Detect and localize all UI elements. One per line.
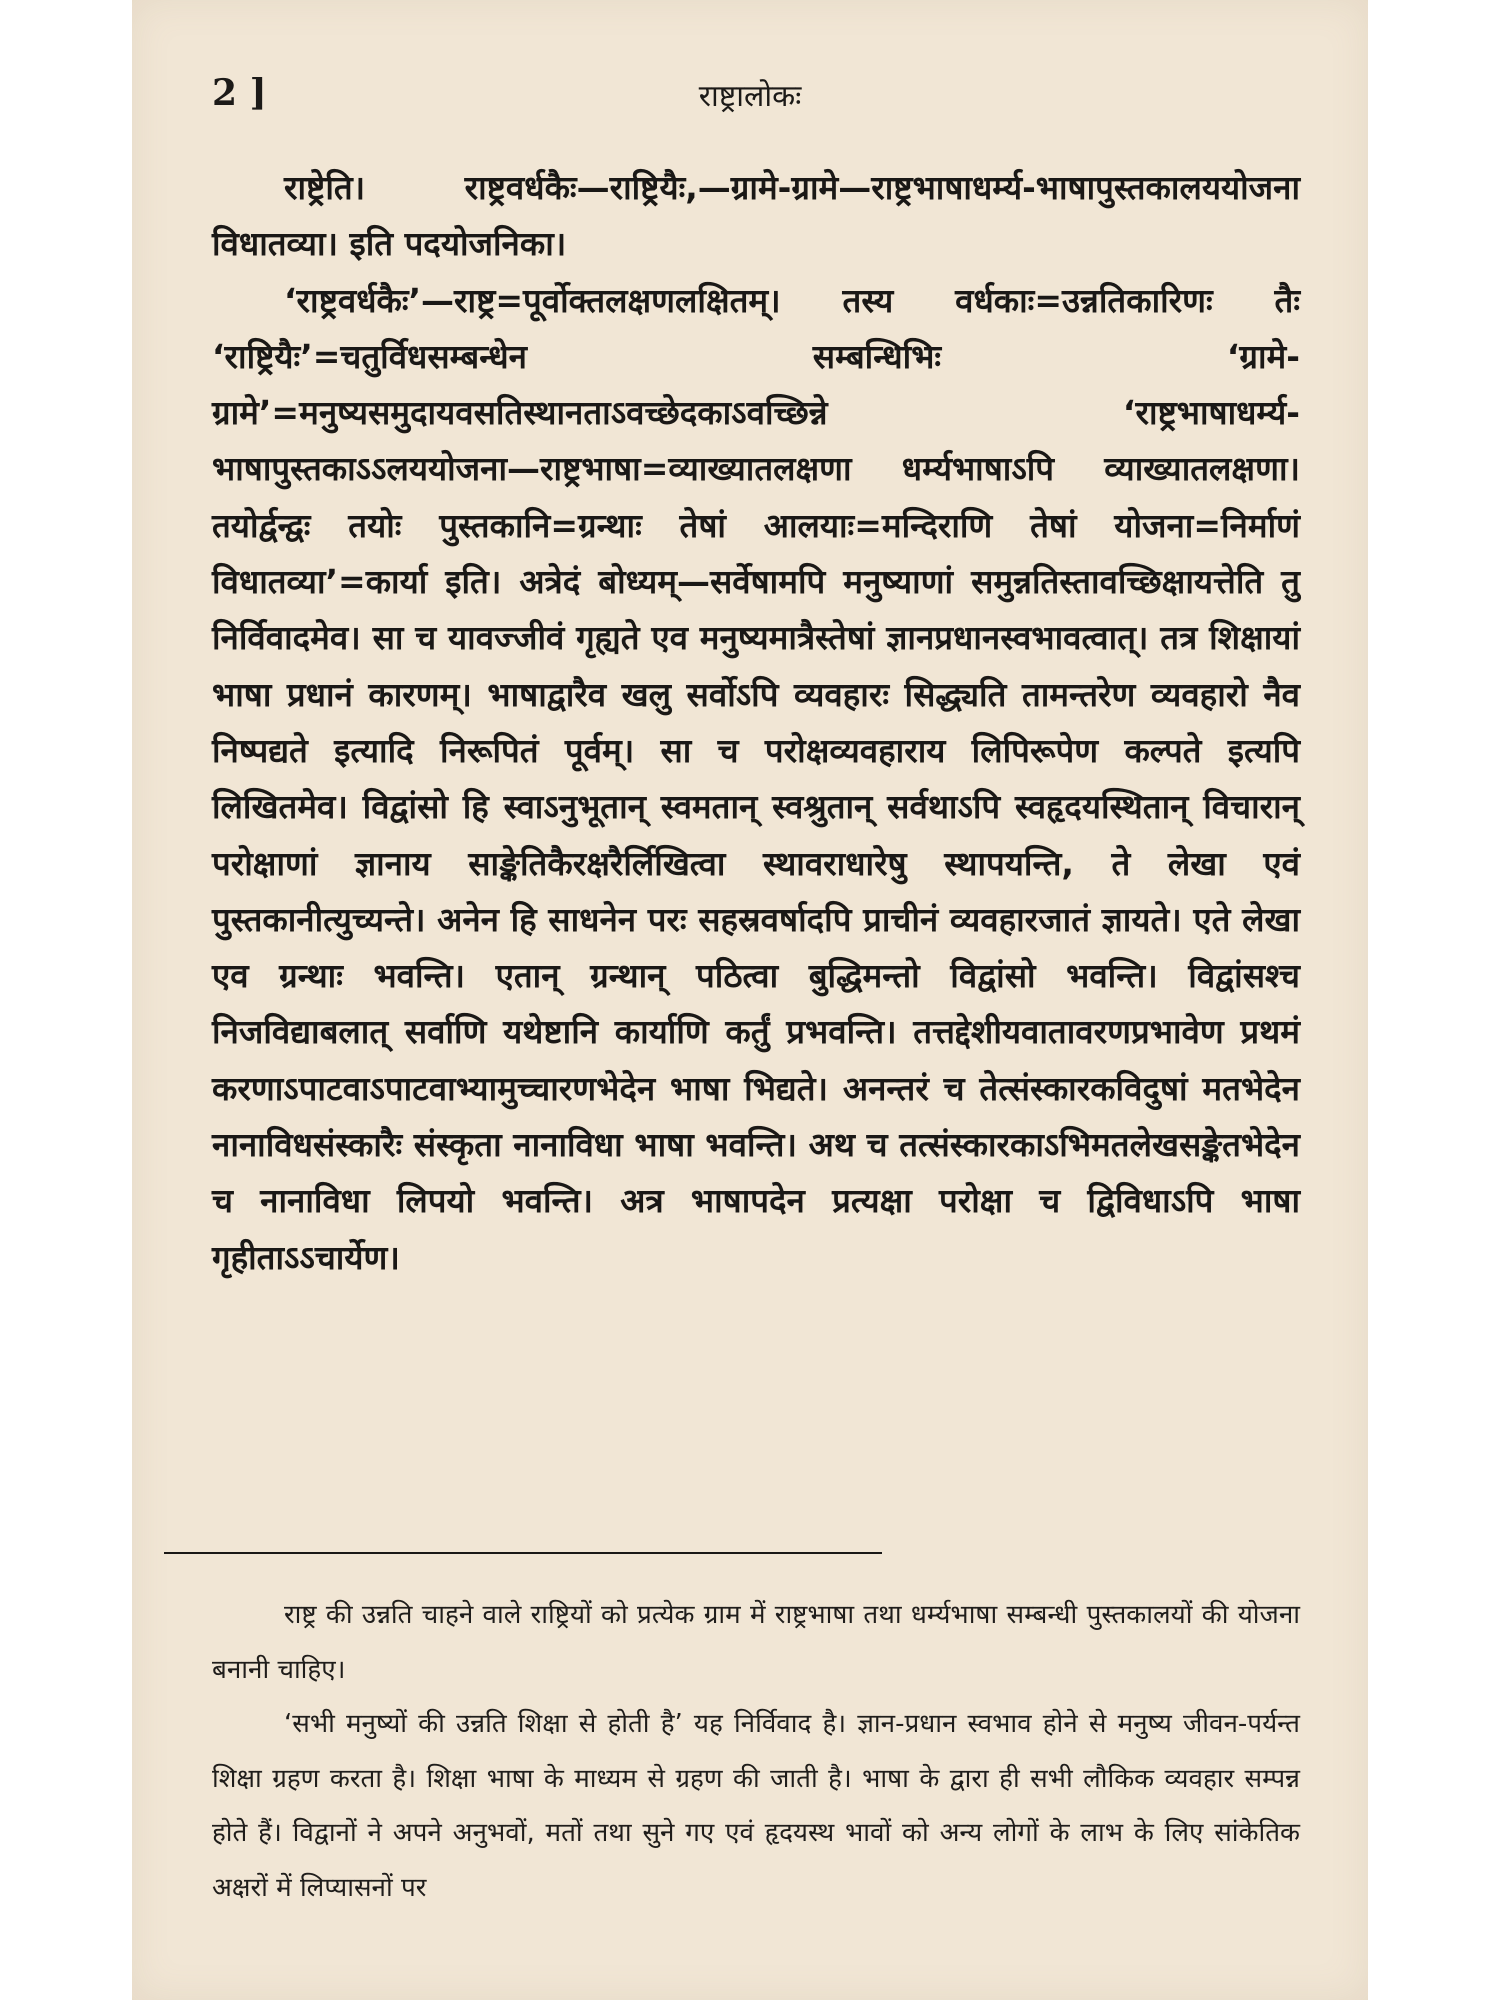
running-title: राष्ट्रालोकः [698,79,802,114]
commentary-paragraph-2: ‘राष्ट्रवर्धकैः’—राष्ट्र=पूर्वोक्तलक्षणलक्षितम्। तस्य वर्धकाः=उन्नतिकारिणः तैः ‘राष्ट्रियैः’=चतुर्विधसम्बन्धेन सम्बन्धिभिः ‘ग्रामे-ग्रामे’=मनुष्यसमुदायवसतिस्थानताऽवच्छेदकाऽवच्छिन्ने ‘राष्ट्रभाषाधर्म्य-भाषापुस्तकाऽऽलययोजना—राष्ट्रभाषा=व्याख्यातलक्षणा धर्म्यभाषाऽपि व्याख्यातलक्षणा। तयोर्द्वन्द्वः तयोः पुस्तकानि=ग्रन्थाः तेषां आलयाः=मन्दिराणि तेषां योजना=निर्माणं विधातव्या’=कार्या इति। अत्रेदं बोध्यम्—सर्वेषामपि मनुष्याणां समुन्नतिस्तावच्छिक्षायत्तेति तु निर्विवादमेव। सा च यावज्जीवं गृह्यते एव मनुष्यमात्रैस्तेषां ज्ञानप्रधानस्वभावत्वात्। तत्र शिक्षायां भाषा प्रधानं कारणम्। भाषाद्वारैव खलु सर्वोऽपि व्यवहारः सिद्ध्यति तामन्तरेण व्यवहारो नैव निष्पद्यते इत्यादि निरूपितं पूर्वम्। सा च परोक्षव्यवहाराय लिपिरूपेण कल्पते इत्यपि लिखितमेव। विद्वांसो हि स्वाऽनुभूतान् स्वमतान् स्वश्रुतान् सर्वथाऽपि स्वहृदयस्थितान् विचारान् परोक्षाणां ज्ञानाय साङ्केतिकैरक्षरैर्लिखित्वा स्थावराधारेषु स्थापयन्ति, ते लेखा एवं पुस्तकानीत्युच्यन्ते। अनेन हि साधनेन परः सहस्रवर्षादपि प्राचीनं व्यवहारजातं ज्ञायते। एते लेखा एव ग्रन्थाः भवन्ति। एतान् ग्रन्थान् पठित्वा बुद्धिमन्तो विद्वांसो भवन्ति। विद्वांसश्च निजविद्याबलात् सर्वाणि यथेष्टानि कार्याणि कर्तुं प्रभवन्ति। तत्तद्देशीयवातावरणप्रभावेण प्रथमं करणाऽपाटवाऽपाटवाभ्यामुच्चारणभेदेन भाषा भिद्यते। अनन्तरं च तेत्संस्कारकविदुषां मतभेदेन नानाविधसंस्कारैः संस्कृता नानाविधा भाषा भवन्ति। अथ च तत्संस्कारकाऽभिमतलेखसङ्केतभेदेन च नानाविधा लिपयो भवन्ति। अत्र भाषापदेन प्रत्यक्षा परोक्षा च द्विविधाऽपि भाषा गृहीताऽऽचार्येण। [212,280,1300,1277]
footnote-divider [164,1552,882,1554]
translation-paragraph-2: ‘सभी मनुष्यों की उन्नति शिक्षा से होती है’ यह निर्विवाद है। ज्ञान-प्रधान स्वभाव होने से मनुष्य जीवन-पर्यन्त शिक्षा ग्रहण करता है। शिक्षा भाषा के माध्यम से ग्रहण की जाती है। भाषा के द्वारा ही सभी लौकिक व्यवहार सम्पन्न होते हैं। विद्वानों ने अपने अनुभवों, मतों तथा सुने गए एवं हृदयस्थ भावों को अन्य लोगों के लाभ के लिए सांकेतिक अक्षरों में लिप्यासनों पर [212,1709,1300,1903]
book-page [132,0,1368,2000]
page-number: 2 ] [212,72,267,114]
sanskrit-commentary [212,160,1300,1286]
page-header [132,64,1368,124]
commentary-paragraph-1: राष्ट्रेति। राष्ट्रवर्धकैः—राष्ट्रियैः,—ग्रामे-ग्रामे—राष्ट्रभाषाधर्म्य-भाषापुस्तकालययोजना विधातव्या। इति पदयोजनिका। [212,168,1300,264]
hindi-translation [212,1588,1300,1916]
translation-paragraph-1: राष्ट्र की उन्नति चाहने वाले राष्ट्रियों को प्रत्येक ग्राम में राष्ट्रभाषा तथा धर्म्यभाषा सम्बन्धी पुस्तकालयों की योजना बनानी चाहिए। [212,1600,1300,1685]
